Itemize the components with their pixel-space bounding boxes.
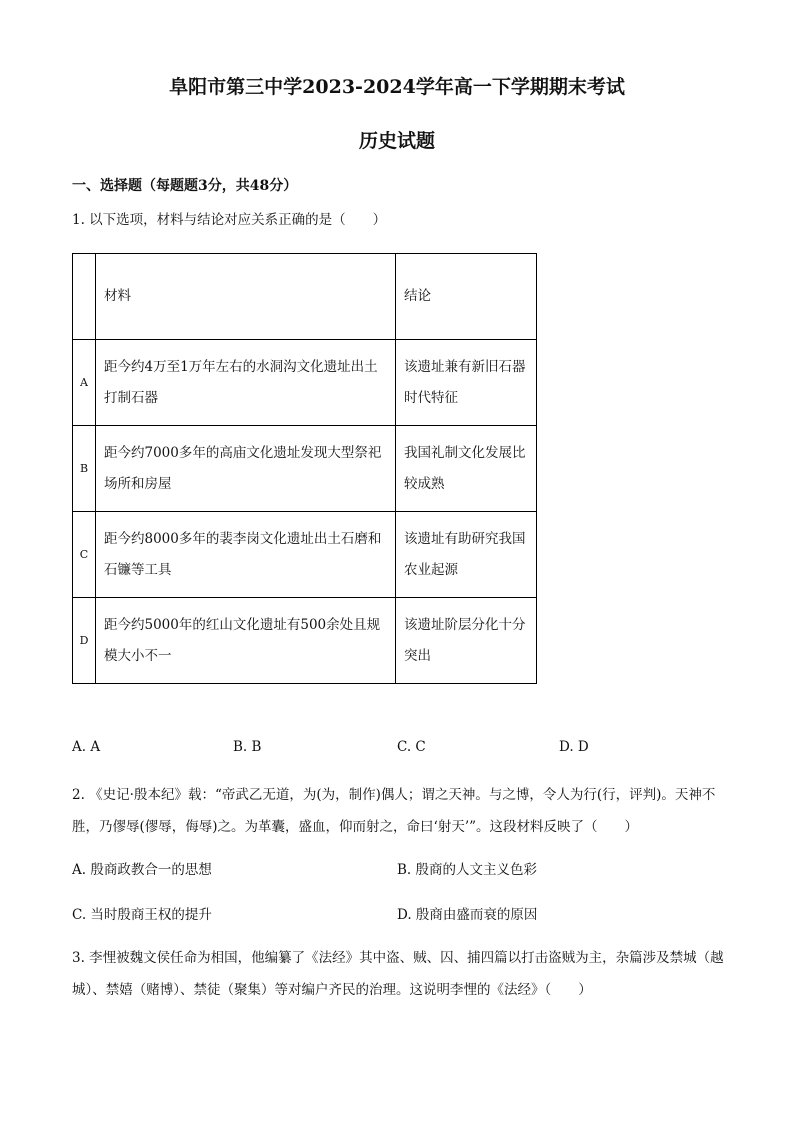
exam-title: 阜阳市第三中学2023-2024学年高一下学期期末考试 bbox=[169, 76, 625, 98]
table-row bbox=[73, 598, 537, 684]
q2-option-a: A. 殷商政教合一的思想 bbox=[72, 862, 212, 878]
q1-option-c: C. C bbox=[397, 739, 426, 755]
table-row bbox=[73, 340, 537, 426]
row-material: 距今约8000多年的裴李岗文化遗址出土石磨和石镰等工具 bbox=[96, 512, 396, 598]
table-row bbox=[73, 426, 537, 512]
q1-option-a: A. A bbox=[72, 739, 101, 755]
row-conclusion: 该遗址有助研究我国农业起源 bbox=[396, 512, 537, 598]
question-2-stem: 2. 《史记·殷本纪》载：“帝武乙无道，为(为，制作)偶人；谓之天神。与之博，令人为行(行，评判)。天神不胜，乃僇辱(僇辱，侮辱)之。为革囊，盛血，仰而射之，命曰‘射天’”。这段材料反映了（ ） bbox=[72, 787, 716, 835]
row-material: 距今约5000年的红山文化遗址有500余处且规模大小不一 bbox=[96, 598, 396, 684]
row-label: C bbox=[73, 512, 96, 598]
question-1-table bbox=[72, 253, 537, 684]
row-label: B bbox=[73, 426, 96, 512]
question-1-stem: 1. 以下选项，材料与结论对应关系正确的是（ ） bbox=[72, 212, 387, 228]
table-header-conclusion: 结论 bbox=[396, 254, 537, 340]
row-conclusion: 该遗址兼有新旧石器时代特征 bbox=[396, 340, 537, 426]
table-header-material: 材料 bbox=[96, 254, 396, 340]
table-row bbox=[73, 512, 537, 598]
q1-option-d: D. D bbox=[559, 739, 589, 755]
q2-option-b: B. 殷商的人文主义色彩 bbox=[397, 862, 538, 878]
section-heading: 一、选择题（每题题3分，共48分） bbox=[72, 178, 298, 194]
table-header-label bbox=[73, 254, 96, 340]
row-conclusion: 我国礼制文化发展比较成熟 bbox=[396, 426, 537, 512]
q2-option-d: D. 殷商由盛而衰的原因 bbox=[397, 907, 538, 923]
q2-option-c: C. 当时殷商王权的提升 bbox=[72, 907, 212, 923]
q1-option-b: B. B bbox=[233, 739, 262, 755]
row-material: 距今约4万至1万年左右的水洞沟文化遗址出土打制石器 bbox=[96, 340, 396, 426]
question-3-stem: 3. 李悝被魏文侯任命为相国，他编纂了《法经》其中盗、贼、囚、捕四篇以打击盗贼为主，杂篇涉及禁城（越城）、禁嬉（赌博）、禁徒（聚集）等对编户齐民的治理。这说明李悝的《法经》（ ） bbox=[72, 950, 724, 998]
row-conclusion: 该遗址阶层分化十分突出 bbox=[396, 598, 537, 684]
row-label: D bbox=[73, 598, 96, 684]
row-material: 距今约7000多年的高庙文化遗址发现大型祭祀场所和房屋 bbox=[96, 426, 396, 512]
row-label: A bbox=[73, 340, 96, 426]
exam-subject: 历史试题 bbox=[358, 130, 435, 152]
table-header-row bbox=[73, 254, 537, 340]
